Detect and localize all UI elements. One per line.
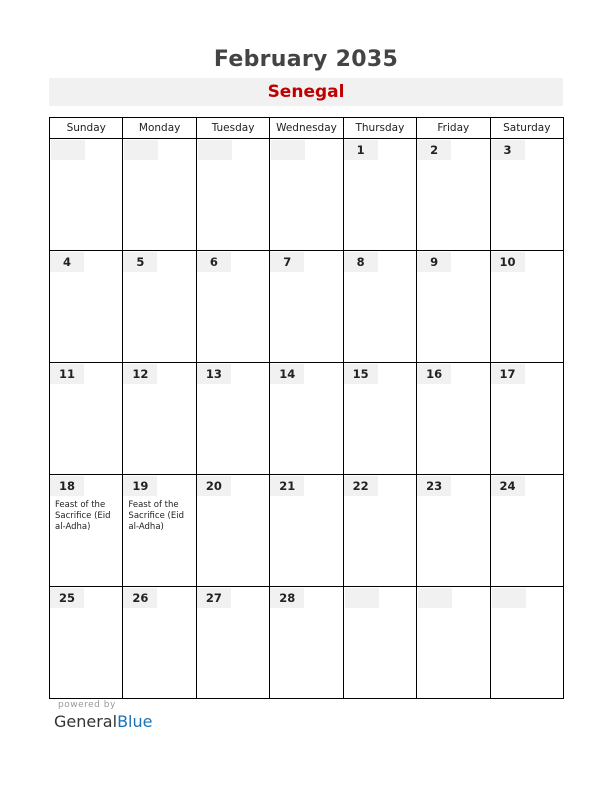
day-number: 28 <box>270 588 304 608</box>
holiday-label: Feast of the Sacrifice (Eid al-Adha) <box>55 500 111 532</box>
day-cell <box>490 251 563 363</box>
day-number: 18 <box>50 476 84 496</box>
day-cell <box>417 251 490 363</box>
day-cell <box>343 139 416 251</box>
day-cell <box>50 587 123 699</box>
day-number: 12 <box>123 364 157 384</box>
day-cell <box>490 475 563 587</box>
day-cell <box>343 251 416 363</box>
day-cell <box>270 587 343 699</box>
day-number <box>345 588 379 608</box>
day-number: 15 <box>344 364 378 384</box>
weekday-thursday: Thursday <box>343 118 416 139</box>
day-cell <box>343 475 416 587</box>
day-cell <box>490 363 563 475</box>
day-number: 19 <box>123 476 157 496</box>
day-cell <box>270 363 343 475</box>
powered-by-label: powered by <box>58 700 116 710</box>
weekday-header-row <box>50 118 564 139</box>
brand-name-general: General <box>54 712 118 731</box>
day-number: 7 <box>270 252 304 272</box>
day-cell <box>343 363 416 475</box>
week-row <box>50 587 564 699</box>
day-number: 21 <box>270 476 304 496</box>
week-row <box>50 475 564 587</box>
day-number: 11 <box>50 364 84 384</box>
day-cell <box>196 587 269 699</box>
day-cell <box>123 587 196 699</box>
day-number <box>124 140 158 160</box>
weekday-tuesday: Tuesday <box>196 118 269 139</box>
day-number: 4 <box>50 252 84 272</box>
day-number: 23 <box>417 476 451 496</box>
holiday-label: Feast of the Sacrifice (Eid al-Adha) <box>128 500 184 532</box>
day-number: 10 <box>491 252 525 272</box>
day-cell <box>123 475 196 587</box>
day-cell <box>196 363 269 475</box>
day-cell <box>123 363 196 475</box>
day-cell <box>417 363 490 475</box>
page-title: February 2035 <box>213 47 399 72</box>
day-number: 27 <box>197 588 231 608</box>
day-number: 22 <box>344 476 378 496</box>
day-cell <box>417 139 490 251</box>
day-number: 16 <box>417 364 451 384</box>
weekday-monday: Monday <box>123 118 196 139</box>
day-cell <box>50 363 123 475</box>
brand-logo[interactable] <box>54 712 152 731</box>
day-number: 8 <box>344 252 378 272</box>
day-number: 14 <box>270 364 304 384</box>
day-cell <box>343 587 416 699</box>
day-number: 13 <box>197 364 231 384</box>
day-cell <box>270 475 343 587</box>
calendar-grid <box>49 117 564 699</box>
day-cell <box>270 139 343 251</box>
day-number: 6 <box>197 252 231 272</box>
day-number: 20 <box>197 476 231 496</box>
weekday-saturday: Saturday <box>490 118 563 139</box>
day-cell <box>196 139 269 251</box>
day-cell <box>123 139 196 251</box>
day-cell <box>417 475 490 587</box>
day-cell <box>490 139 563 251</box>
day-cell <box>50 251 123 363</box>
weekday-sunday: Sunday <box>50 118 123 139</box>
week-row <box>50 139 564 251</box>
day-number <box>198 140 232 160</box>
day-number <box>51 140 85 160</box>
day-number: 2 <box>417 140 451 160</box>
day-number: 3 <box>491 140 525 160</box>
weekday-friday: Friday <box>417 118 490 139</box>
day-cell <box>50 475 123 587</box>
day-number: 17 <box>491 364 525 384</box>
day-number <box>271 140 305 160</box>
day-cell <box>196 251 269 363</box>
country-name: Senegal <box>267 82 345 102</box>
day-cell <box>417 587 490 699</box>
weekday-wednesday: Wednesday <box>270 118 343 139</box>
day-cell <box>50 139 123 251</box>
day-cell <box>270 251 343 363</box>
day-number <box>418 588 452 608</box>
day-cell <box>490 587 563 699</box>
day-number: 1 <box>344 140 378 160</box>
day-cell <box>123 251 196 363</box>
day-number: 9 <box>417 252 451 272</box>
day-number: 24 <box>491 476 525 496</box>
day-number <box>492 588 526 608</box>
week-row <box>50 251 564 363</box>
day-number: 5 <box>123 252 157 272</box>
day-cell <box>196 475 269 587</box>
brand-name-blue: Blue <box>117 712 153 731</box>
week-row <box>50 363 564 475</box>
day-number: 25 <box>50 588 84 608</box>
day-number: 26 <box>123 588 157 608</box>
country-banner <box>49 78 563 106</box>
